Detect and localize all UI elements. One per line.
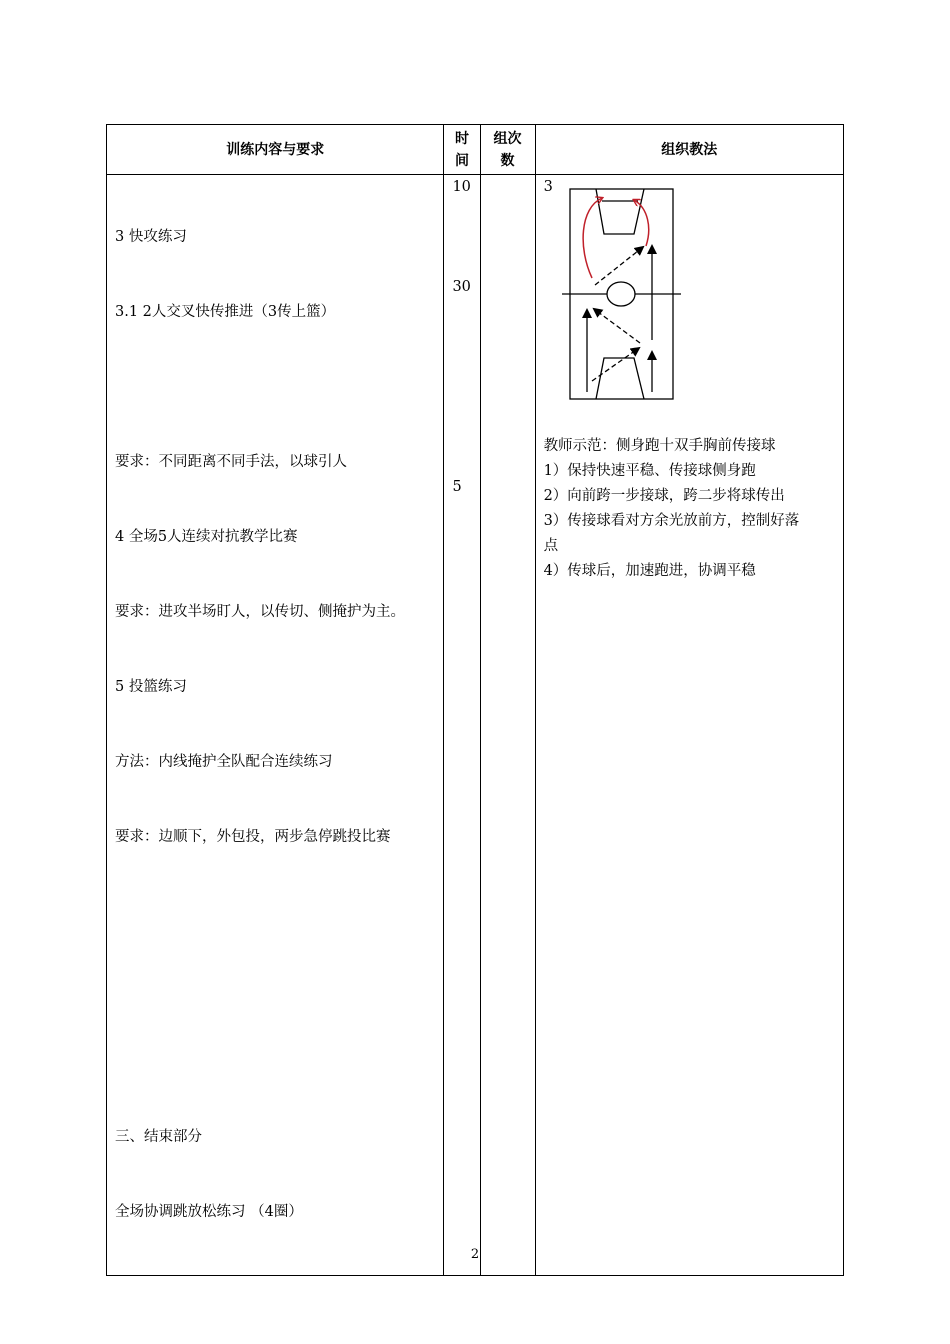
header-sets-line1: 组次 <box>493 130 522 147</box>
top-key <box>596 189 644 234</box>
header-time <box>444 125 480 175</box>
content-line: 要求：不同距离不同手法，以球引人 <box>115 454 347 470</box>
content-line <box>115 1050 443 1075</box>
time-value: 5 <box>452 479 462 495</box>
pass-arrow-2 <box>594 309 640 343</box>
content-line <box>115 975 443 1000</box>
content-line: 3 快攻练习 <box>115 229 187 245</box>
time-value: 30 <box>452 279 471 295</box>
method-note: 2）向前跨一步接球，跨二步将球传出 <box>543 488 785 504</box>
time-spacer <box>452 350 479 375</box>
time-spacer <box>452 400 479 425</box>
content-line: 三、结束部分 <box>115 1129 202 1145</box>
content-line: 方法：内线掩护全队配合连续练习 <box>115 754 333 770</box>
page-number: 2 <box>470 1247 480 1262</box>
content-line: 4 全场5人连续对抗教学比赛 <box>115 529 298 545</box>
diagram-number: 3 <box>543 179 553 195</box>
sets-cell <box>480 175 535 1276</box>
header-content: 训练内容与要求 <box>107 125 444 175</box>
header-sets-line2: 数 <box>500 152 515 169</box>
content-line <box>115 900 443 925</box>
content-line: 全场协调跳放松练习 （4圈） <box>115 1204 303 1220</box>
content-cell <box>107 175 444 1276</box>
time-spacer <box>452 375 479 400</box>
header-time-line1: 时 <box>454 130 469 147</box>
pass-arrow-1 <box>592 348 639 381</box>
content-line <box>115 375 443 400</box>
court-diagram <box>560 188 690 414</box>
center-circle <box>607 282 635 306</box>
content-line: 5 投篮练习 <box>115 679 187 695</box>
method-note: 教师示范：侧身跑十双手胸前传接球 <box>543 438 776 454</box>
time-spacer <box>452 425 479 450</box>
header-row <box>107 125 844 175</box>
training-plan-table <box>106 124 844 1276</box>
method-note: 4）传球后，加速跑进，协调平稳 <box>543 563 756 579</box>
content-line: 要求：边顺下，外包投，两步急停跳投比赛 <box>115 829 391 845</box>
time-spacer <box>452 450 479 475</box>
time-spacer <box>452 300 479 325</box>
time-spacer <box>452 200 479 225</box>
header-method: 组织教法 <box>535 125 843 175</box>
time-value: 10 <box>452 179 471 195</box>
body-row <box>107 175 844 1276</box>
time-spacer <box>452 225 479 250</box>
method-note: 点 <box>543 538 559 554</box>
pass-arrow-3 <box>595 247 643 285</box>
bottom-key <box>596 358 644 399</box>
time-spacer <box>452 250 479 275</box>
header-sets <box>480 125 535 175</box>
content-line: 3.1 2人交叉快传推进（3传上篮） <box>115 304 336 320</box>
method-note: 3）传接球看对方余光放前方，控制好落 <box>543 513 800 529</box>
time-spacer <box>452 325 479 350</box>
header-time-line2: 间 <box>454 152 469 169</box>
method-cell <box>535 175 843 1276</box>
time-cell <box>444 175 480 1276</box>
content-line: 要求：进攻半场盯人，以传切、侧掩护为主。 <box>115 604 405 620</box>
method-notes <box>536 434 843 584</box>
method-note: 1）保持快速平稳、传接球侧身跑 <box>543 463 756 479</box>
